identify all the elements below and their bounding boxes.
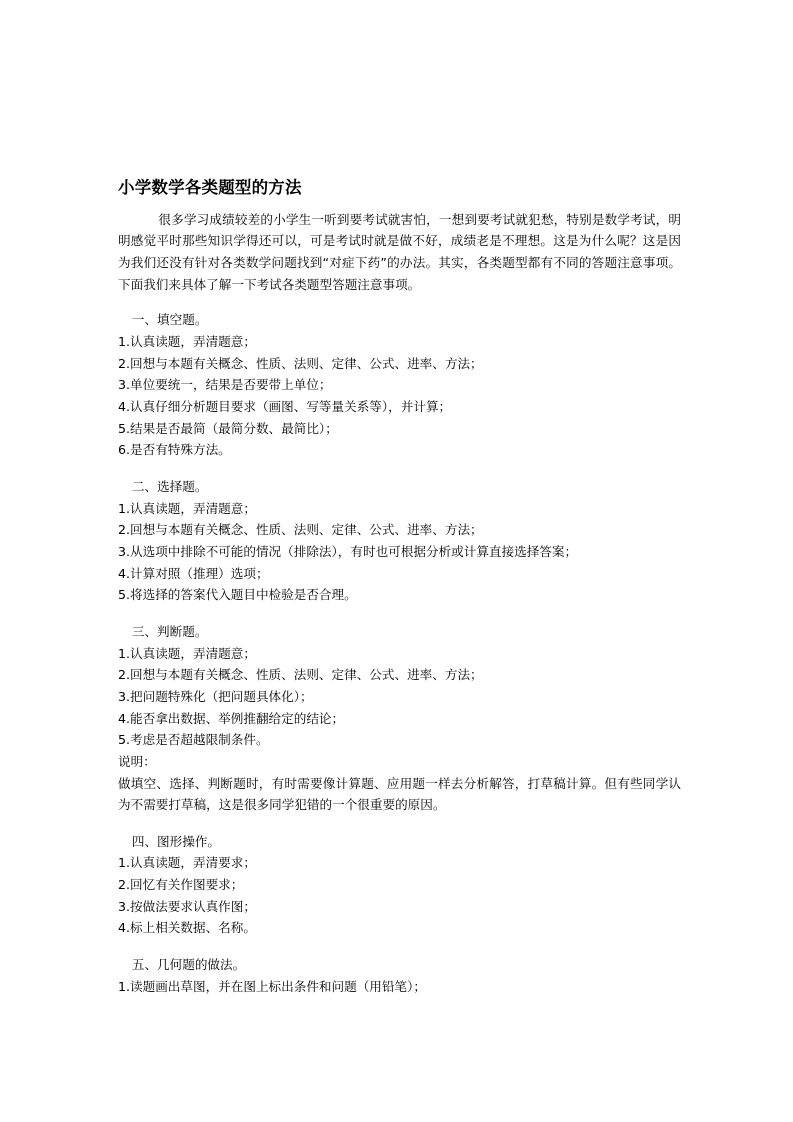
section-true-false [118,621,681,816]
section-line: 2.回想与本题有关概念、性质、法则、定律、公式、进率、方法； [118,522,483,538]
section-line: 4.能否拿出数据、举例推翻给定的结论； [118,710,345,726]
section-heading: 一、填空题。 [131,312,208,328]
section-line: 4.计算对照（推理）选项； [118,565,269,581]
section-line: 3.单位要统一，结果是否要带上单位； [118,377,332,393]
section-line: 4.标上相关数据、名称。 [118,920,256,936]
section-line: 2.回想与本题有关概念、性质、法则、定律、公式、进率、方法； [118,667,483,683]
section-heading: 二、选择题。 [131,478,208,494]
section-line: 1.读题画出草图，并在图上标出条件和问题（用铅笔）； [118,978,426,994]
section-line: 1.认真读题，弄清要求； [118,855,256,871]
section-line: 3.把问题特殊化（把问题具体化）； [118,688,313,704]
section-line: 5.考虑是否超越限制条件。 [118,732,269,748]
section-line: 1.认真读题，弄清题意； [118,645,256,661]
section-line: 5.将选择的答案代入题目中检验是否合理。 [118,587,357,603]
intro-paragraph: 很多学习成绩较差的小学生一听到要考试就害怕，一想到要考试就犯愁，特别是数学考试，明明感觉平时那些知识学得还可以，可是考试时就是做不好，成绩老是不理想。这是为什么呢？这是因为我们还没有针对各类数学问题找到“对症下药”的办法。其实，各类题型都有不同的答题注意事项。下面我们来具体了解一下考试各类题型答题注意事项。 [118,211,681,292]
note-label: 说明： [118,753,156,769]
section-line: 2.回想与本题有关概念、性质、法则、定律、公式、进率、方法； [118,355,483,371]
section-heading: 五、几何题的做法。 [131,957,246,973]
section-line: 3.按做法要求认真作图； [118,898,256,914]
section-heading: 四、图形操作。 [131,833,221,849]
section-geometry [118,954,681,997]
section-figure-operation [118,831,681,939]
section-heading: 三、判断题。 [131,623,208,639]
section-line: 6.是否有特殊方法。 [118,442,231,458]
page-title: 小学数学各类题型的方法 [118,178,302,197]
section-line: 3.从选项中排除不可能的情况（排除法），有时也可根据分析或计算直接选择答案； [118,543,578,559]
section-line: 4.认真仔细分析题目要求（画图、写等量关系等），并计算； [118,399,452,414]
section-multiple-choice [118,476,681,606]
note-body: 做填空、选择、判断题时，有时需要像计算题、应用题一样去分析解答，打草稿计算。但有些同学认为不需要打草稿，这是很多同学犯错的一个很重要的原因。 [118,775,681,813]
section-line: 5.结果是否最简（最简分数、最简比）； [118,420,338,436]
section-fill-in-the-blank [118,309,681,461]
section-line: 1.认真读题，弄清题意； [118,500,256,516]
section-line: 1.认真读题，弄清题意； [118,334,256,350]
section-line: 2.回忆有关作图要求； [118,877,244,893]
